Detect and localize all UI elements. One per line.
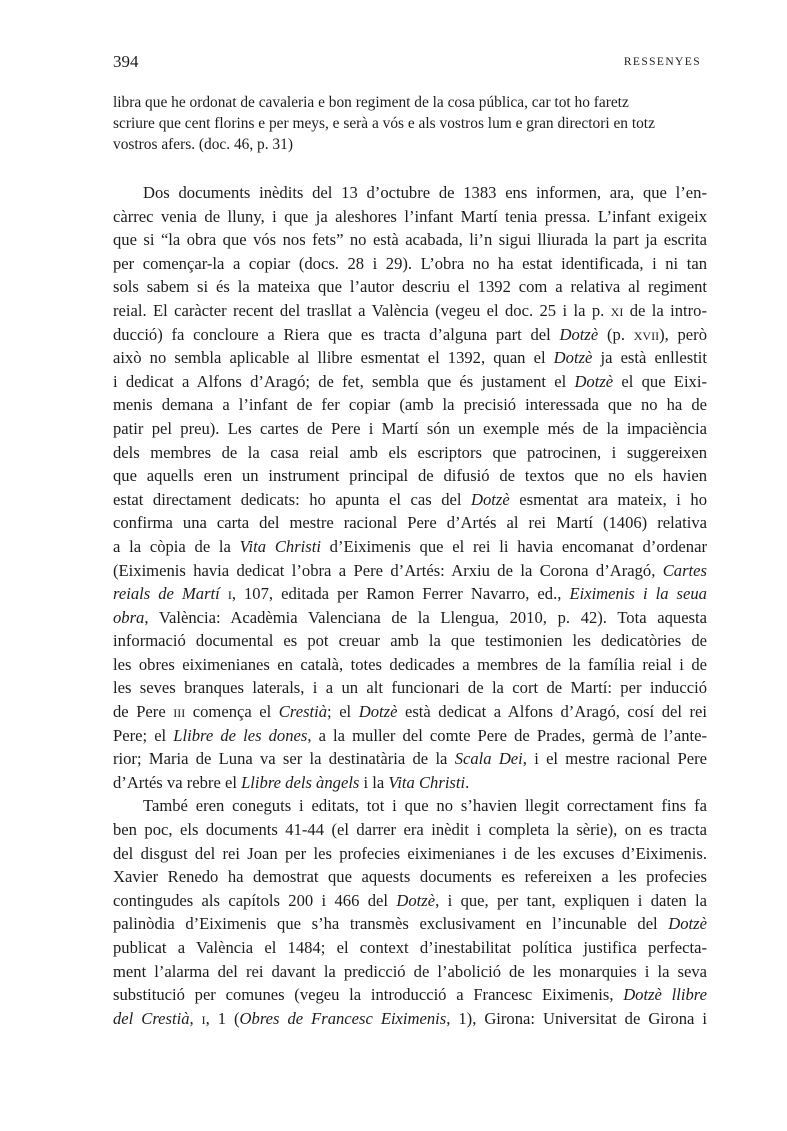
block-quote xyxy=(113,92,707,155)
roman-numeral: i xyxy=(227,584,232,604)
text-line: càrrec venia de lluny, i que ja aleshores l’infant Martí tenia pressa. L’infant exigeix xyxy=(113,206,707,226)
text-run: rior; Maria de Luna va ser la destinatària de la xyxy=(113,749,455,769)
text-run: estat directament dedicats: ho apunta el cas del xyxy=(113,489,472,509)
work-title: Vita Christi xyxy=(388,772,466,792)
text-line xyxy=(113,889,707,913)
roman-numeral: xvii xyxy=(633,324,660,344)
text-line xyxy=(113,559,707,583)
roman-numeral: i xyxy=(201,1008,206,1028)
text-line xyxy=(113,346,707,370)
text-line xyxy=(113,582,707,606)
text-line: per començar-la a copiar (docs. 28 i 29). L’obra no ha estat identificada, i ni tan xyxy=(113,253,707,273)
text-run: està dedicat a Alfons d’Aragó, cosí del rei xyxy=(397,702,708,722)
quote-line: vostros afers. (doc. 46, p. 31) xyxy=(113,136,293,153)
work-title: del Crestià xyxy=(113,1008,190,1028)
text-run: palinòdia d’Eiximenis que s’ha transmès exclusivament en l’incunable del xyxy=(113,914,669,934)
text-line xyxy=(113,488,707,512)
text-line: del disgust del rei Joan per les profecies eiximenianes i de les excuses d’Eiximenis. xyxy=(113,843,707,863)
paragraph-1 xyxy=(113,181,707,794)
work-title: Dotzè xyxy=(574,371,614,391)
text-run: ; el xyxy=(327,702,359,722)
paragraph-2 xyxy=(113,794,707,1030)
running-head: RESSENYES xyxy=(623,56,701,68)
text-line xyxy=(113,323,707,347)
text-line xyxy=(113,771,707,795)
text-line: També eren coneguts i editats, tot i que no s’havien llegit correctament fins fa xyxy=(143,796,707,816)
text-line xyxy=(113,983,707,1007)
text-run: , a la muller del comte Pere de Prades, germà de l’ante- xyxy=(307,725,707,745)
text-line xyxy=(113,370,707,394)
text-run: , 1 ( xyxy=(205,1008,240,1028)
work-title: obra xyxy=(113,607,145,627)
text-line: que si “la obra que vós nos fets” no està acabada, li’n sigui lliurada la part ja escrita xyxy=(113,230,707,250)
text-run: comença el xyxy=(185,702,279,722)
roman-numeral: iii xyxy=(173,702,186,722)
work-title: Scala Dei xyxy=(454,749,523,769)
work-title: Dotzè xyxy=(471,489,510,509)
text-run: , i que, per tant, expliquen i daten la xyxy=(435,890,707,910)
work-title: Vita Christi xyxy=(239,536,321,556)
text-line xyxy=(113,1007,707,1031)
text-run: , 1), Girona: Universitat de Girona i xyxy=(446,1008,707,1028)
text-line: les obres eiximenianes en català, totes dedicades a membres de la família reial i de xyxy=(113,654,707,674)
work-title: Cartes xyxy=(662,560,707,580)
text-line: dels membres de la casa reial amb els escriptors que patrocinen, i suggereixen xyxy=(113,442,707,462)
text-run: això no sembla aplicable al llibre esmentat el 1392, quan el xyxy=(113,348,554,368)
text-run: i la xyxy=(359,772,389,792)
work-title: Eiximenis i la seua xyxy=(569,584,707,604)
work-title: Crestià xyxy=(278,702,328,722)
text-line: les seves branques laterals, i a un alt funcionari de la cort de Martí: per inducció xyxy=(113,678,707,698)
text-run: contingudes als capítols 200 i 466 del xyxy=(113,890,397,910)
text-run xyxy=(220,584,228,603)
text-run: , i el mestre racional Pere xyxy=(522,749,707,769)
text-line xyxy=(113,747,707,771)
text-line: publicat a València el 1484; el context d’inestabilitat política justifica perfecta- xyxy=(113,938,707,957)
work-title: Dotzè llibre xyxy=(623,985,707,1005)
text-run: de Pere xyxy=(113,702,174,722)
work-title: Llibre dels àngels xyxy=(241,772,360,792)
text-line: confirma una carta del mestre racional Pere d’Artés al rei Martí (1406) relativa xyxy=(113,513,707,533)
work-title: Dotzè xyxy=(396,890,436,910)
work-title: Dotzè xyxy=(358,702,398,722)
text-run: , 107, editada per Ramon Ferrer Navarro, ed., xyxy=(231,584,570,604)
text-line: ment l’alarma del rei davant la predicció de l’abolició de les monarquies i la seva xyxy=(113,961,707,981)
text-run: ja està enllestit xyxy=(592,348,707,368)
work-title: Dotzè xyxy=(553,348,593,368)
text-line: informació documental es pot creuar amb la que testimonien les dedicatòries de xyxy=(113,631,707,651)
text-line: Xavier Renedo ha demostrat que aquests documents es refereixen a les profecies xyxy=(113,867,707,887)
text-run: esmentat ara mateix, i ho xyxy=(509,489,708,509)
roman-numeral: xi xyxy=(610,300,624,320)
text-run: el que Eixi- xyxy=(613,371,707,391)
text-run: ), però xyxy=(659,324,707,344)
text-line: que aquells eren un instrument principal de difusió de textos que no els havien xyxy=(113,466,707,486)
text-run: d’Artés va rebre el xyxy=(113,772,242,792)
work-title: Dotzè xyxy=(559,324,599,344)
text-line: ben poc, els documents 41-44 (el darrer era inèdit i completa la sèrie), on es tracta xyxy=(113,820,707,840)
text-run: . xyxy=(465,772,470,792)
text-run: (p. xyxy=(598,324,634,344)
text-run: substitució per comunes (vegeu la introducció a Francesc Eiximenis, xyxy=(113,985,624,1005)
text-line xyxy=(113,535,707,559)
page-number: 394 xyxy=(113,52,139,71)
text-run: i dedicat a Alfons d’Aragó; de fet, sembla que és justament el xyxy=(113,371,575,391)
text-line xyxy=(113,606,707,630)
text-line: patir pel preu). Les cartes de Pere i Martí són un exemple més de la impaciència xyxy=(113,418,707,438)
quote-line: libra que he ordonat de cavaleria e bon regiment de la cosa pública, car tot ho faretz xyxy=(113,94,629,111)
text-run: , xyxy=(189,1008,202,1028)
text-run: (Eiximenis havia dedicat l’obra a Pere d’Artés: Arxiu de la Corona d’Aragó, xyxy=(113,560,663,580)
text-run: reial. El caràcter recent del trasllat a València (vegeu el doc. 25 i la p. xyxy=(113,300,611,320)
text-run: , València: Acadèmia Valenciana de la Llengua, 2010, p. 42). Tota aquesta xyxy=(144,607,707,627)
text-run: Pere; el xyxy=(113,725,174,745)
work-title: Obres de Francesc Eiximenis xyxy=(239,1008,447,1028)
text-line xyxy=(113,700,707,724)
text-line xyxy=(113,724,707,748)
text-run: d’Eiximenis que el rei li havia encomanat d’ordenar xyxy=(320,536,707,556)
work-title: Llibre de les dones xyxy=(173,725,308,745)
work-title: Dotzè xyxy=(668,914,707,934)
text-line xyxy=(113,912,707,936)
quote-line: scriure que cent florins e per meys, e serà a vós e als vostros lum e gran directori en totz xyxy=(113,115,655,132)
work-title: reials de Martí xyxy=(113,584,220,604)
text-line xyxy=(113,299,707,323)
text-run: ducció) fa concloure a Riera que es tracta d’alguna part del xyxy=(113,324,560,344)
text-line: sols sabem si és la mateixa que l’autor descriu el 1392 com a relativa al regiment xyxy=(113,277,707,297)
body-text xyxy=(113,181,707,1030)
text-run: de la intro- xyxy=(623,300,707,320)
text-line: Dos documents inèdits del 13 d’octubre de 1383 ens informen, ara, que l’en- xyxy=(143,183,707,202)
text-run: a la còpia de la xyxy=(113,536,240,556)
text-line: menis demana a l’infant de fer copiar (amb la precisió interessada que no ha de xyxy=(113,395,707,415)
